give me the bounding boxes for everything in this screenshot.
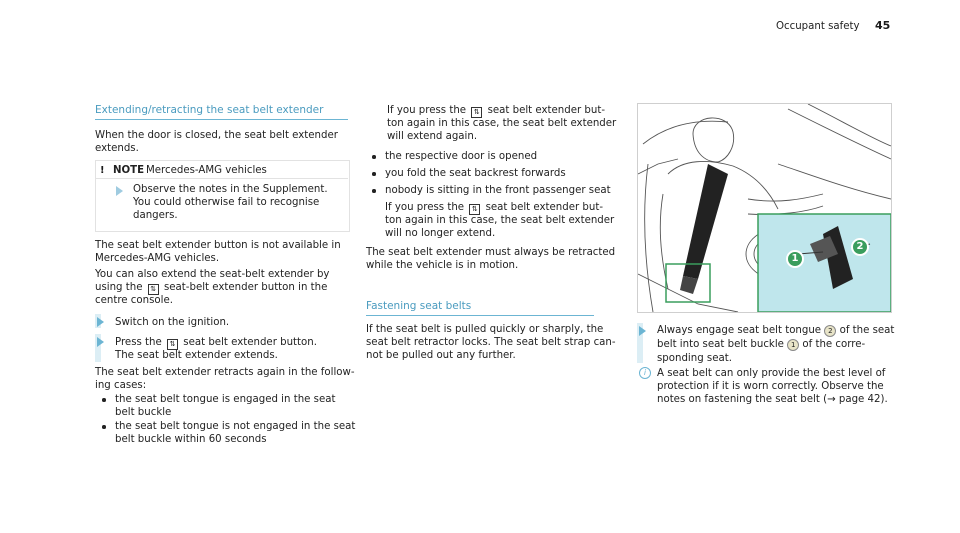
step2-post: seat belt extender button. <box>183 337 317 348</box>
note-title: Mercedes-AMG vehicles <box>146 165 267 176</box>
col3-step-line2-pre: belt into seat belt buckle <box>657 339 784 350</box>
para2-pre: using the <box>95 282 143 293</box>
col2-bullet-1: the respective door is opened <box>385 151 538 162</box>
note-line-1: Observe the notes in the Supplement. <box>133 184 328 195</box>
seatbelt-extender-button-icon: ⇅ <box>471 107 482 118</box>
col2-p4-line-2: seat belt retractor locks. The seat belt strap can- <box>366 337 616 348</box>
intro-line-2: extends. <box>95 143 139 154</box>
para2-post: seat-belt extender button in the <box>163 282 328 293</box>
col3-step-mid: of the seat <box>839 325 895 336</box>
callout-2: 2 <box>851 238 869 256</box>
bullet-dot <box>102 398 106 402</box>
callout-1: 1 <box>786 250 804 268</box>
callout-ref-2: 2 <box>824 325 836 337</box>
info-line-1: A seat belt can only provide the best level of <box>657 368 886 379</box>
bullet-dot <box>372 189 376 193</box>
col2-p4-line-3: not be pulled out any further. <box>366 350 516 361</box>
col3-step-line-3: sponding seat. <box>657 353 732 364</box>
info-line-2: protection if it is worn correctly. Observe the <box>657 381 884 392</box>
step-arrow-icon <box>639 326 646 336</box>
section-title: Occupant safety <box>776 21 860 32</box>
bullet2-line-1: the seat belt tongue is not engaged in the seat <box>115 421 356 432</box>
seatbelt-extender-button-icon: ⇅ <box>148 284 159 295</box>
bullet-dot <box>372 155 376 159</box>
step-arrow-icon <box>97 317 104 327</box>
para3-line-2: ing cases: <box>95 380 147 391</box>
col2-p1-post: seat belt extender but- <box>487 105 606 116</box>
para2-line-2 <box>95 281 327 295</box>
col2-bullet-2: you fold the seat backrest forwards <box>385 168 566 179</box>
step1-text: Switch on the ignition. <box>115 317 230 328</box>
heading-rule <box>366 315 594 316</box>
col3-step-line-1 <box>657 324 894 337</box>
info-line-3-text: notes on fastening the seat belt ( <box>657 394 828 405</box>
col2-bullet-3: nobody is sitting in the front passenger seat <box>385 185 611 196</box>
seatbelt-extender-button-icon: ⇅ <box>167 339 178 350</box>
seat-belt-illustration <box>637 103 892 313</box>
heading-rule <box>95 119 348 120</box>
page-ref-arrow-icon: → <box>827 394 836 405</box>
col2-p2-line-1 <box>385 201 603 215</box>
intro-line-1: When the door is closed, the seat belt extender <box>95 130 338 141</box>
col2-p1-line-2: ton again in this case, the seat belt extender <box>387 118 617 129</box>
note-line-3: dangers. <box>133 210 178 221</box>
bullet1-line-2: belt buckle <box>115 407 172 418</box>
step-arrow-icon <box>97 337 104 347</box>
col3-step-pre: Always engage seat belt tongue <box>657 325 822 336</box>
page-number: 45 <box>875 19 891 32</box>
col2-p1-pre: If you press the <box>387 105 467 116</box>
note-line-2: You could otherwise fail to recognise <box>133 197 320 208</box>
note-label: NOTE <box>113 165 145 176</box>
col2-p2-pre: If you press the <box>385 202 465 213</box>
info-page-ref[interactable]: page 42). <box>838 394 888 405</box>
col2-p2-post: seat belt extender but- <box>485 202 604 213</box>
step-arrow-icon <box>116 186 123 196</box>
col2-p3-line-2: while the vehicle is in motion. <box>366 260 519 271</box>
para1-line-2: Mercedes-AMG vehicles. <box>95 253 220 264</box>
step2-text <box>115 336 317 350</box>
col2-p1-line-1 <box>387 104 605 118</box>
info-line-3 <box>657 393 888 406</box>
step2-result: The seat belt extender extends. <box>115 350 278 361</box>
callout-ref-1: 1 <box>787 339 799 351</box>
section-heading: Extending/retracting the seat belt extender <box>95 104 324 116</box>
bullet-dot <box>102 425 106 429</box>
col2-p4-line-1: If the seat belt is pulled quickly or sharply, the <box>366 324 604 335</box>
para3-line-1: The seat belt extender retracts again in the follow- <box>95 367 355 378</box>
col3-step-line2-post: of the corre- <box>802 339 866 350</box>
col2-p2-line-3: will no longer extend. <box>385 228 496 239</box>
illustration-svg <box>638 104 891 312</box>
bullet1-line-1: the seat belt tongue is engaged in the seat <box>115 394 336 405</box>
para2-line-3: centre console. <box>95 295 173 306</box>
bullet2-line-2: belt buckle within 60 seconds <box>115 434 267 445</box>
col2-p1-line-3: will extend again. <box>387 131 478 142</box>
section-heading-2: Fastening seat belts <box>366 300 472 312</box>
para2-line-1: You can also extend the seat-belt extender by <box>95 269 330 280</box>
col2-p2-line-2: ton again in this case, the seat belt extender <box>385 215 615 226</box>
bullet-dot <box>372 172 376 176</box>
seatbelt-extender-button-icon: ⇅ <box>469 204 480 215</box>
para1-line-1: The seat belt extender button is not available in <box>95 240 341 251</box>
warning-icon: ! <box>100 165 105 176</box>
step2-pre: Press the <box>115 337 162 348</box>
col3-step-line-2 <box>657 338 865 351</box>
info-icon: i <box>639 367 651 379</box>
col2-p3-line-1: The seat belt extender must always be retracted <box>366 247 616 258</box>
